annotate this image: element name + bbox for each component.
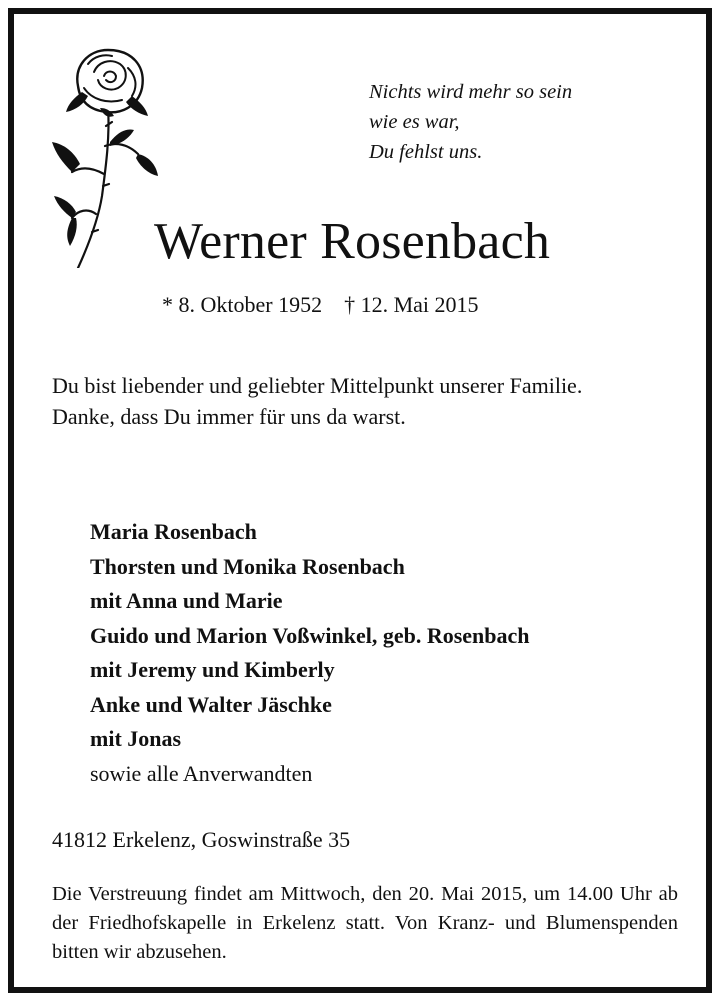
family-member: Maria Rosenbach [90,519,257,544]
life-dates [162,289,479,321]
message-line: Du bist liebender und geliebter Mittelpunkt unserer Familie. [52,373,583,398]
message-line: Danke, dass Du immer für uns da warst. [52,403,406,429]
family-member: mit Anna und Marie [90,588,283,613]
birth-date: * 8. Oktober 1952 [162,292,323,317]
service-notice: Die Verstreuung findet am Mittwoch, den 20. Mai 2015, um 14.00 Uhr ab der Friedhofskapelle in Erkelenz statt. Von Kranz- und Blumenspenden bitten wir abzusehen. [52,883,678,963]
deceased-name: Werner Rosenbach [154,213,551,270]
memorial-quote [369,77,669,167]
family-list [90,515,690,791]
farewell-message [52,371,678,432]
quote-line: Nichts wird mehr so sein [369,81,573,103]
family-member: Thorsten und Monika Rosenbach [90,553,405,579]
family-member: mit Jeremy und Kimberly [90,657,335,682]
relatives-line: sowie alle Anverwandten [90,760,313,786]
family-member: Guido und Marion Voßwinkel, geb. Rosenbach [90,622,530,648]
family-member: mit Jonas [90,726,182,751]
death-date: † 12. Mai 2015 [344,292,479,317]
address: 41812 Erkelenz, Goswinstraße 35 [52,827,351,852]
obituary-card [8,8,712,993]
quote-line: Du fehlst uns. [369,141,483,163]
family-member: Anke und Walter Jäschke [90,691,332,717]
rose-icon [48,46,160,268]
quote-line: wie es war, [369,111,460,133]
